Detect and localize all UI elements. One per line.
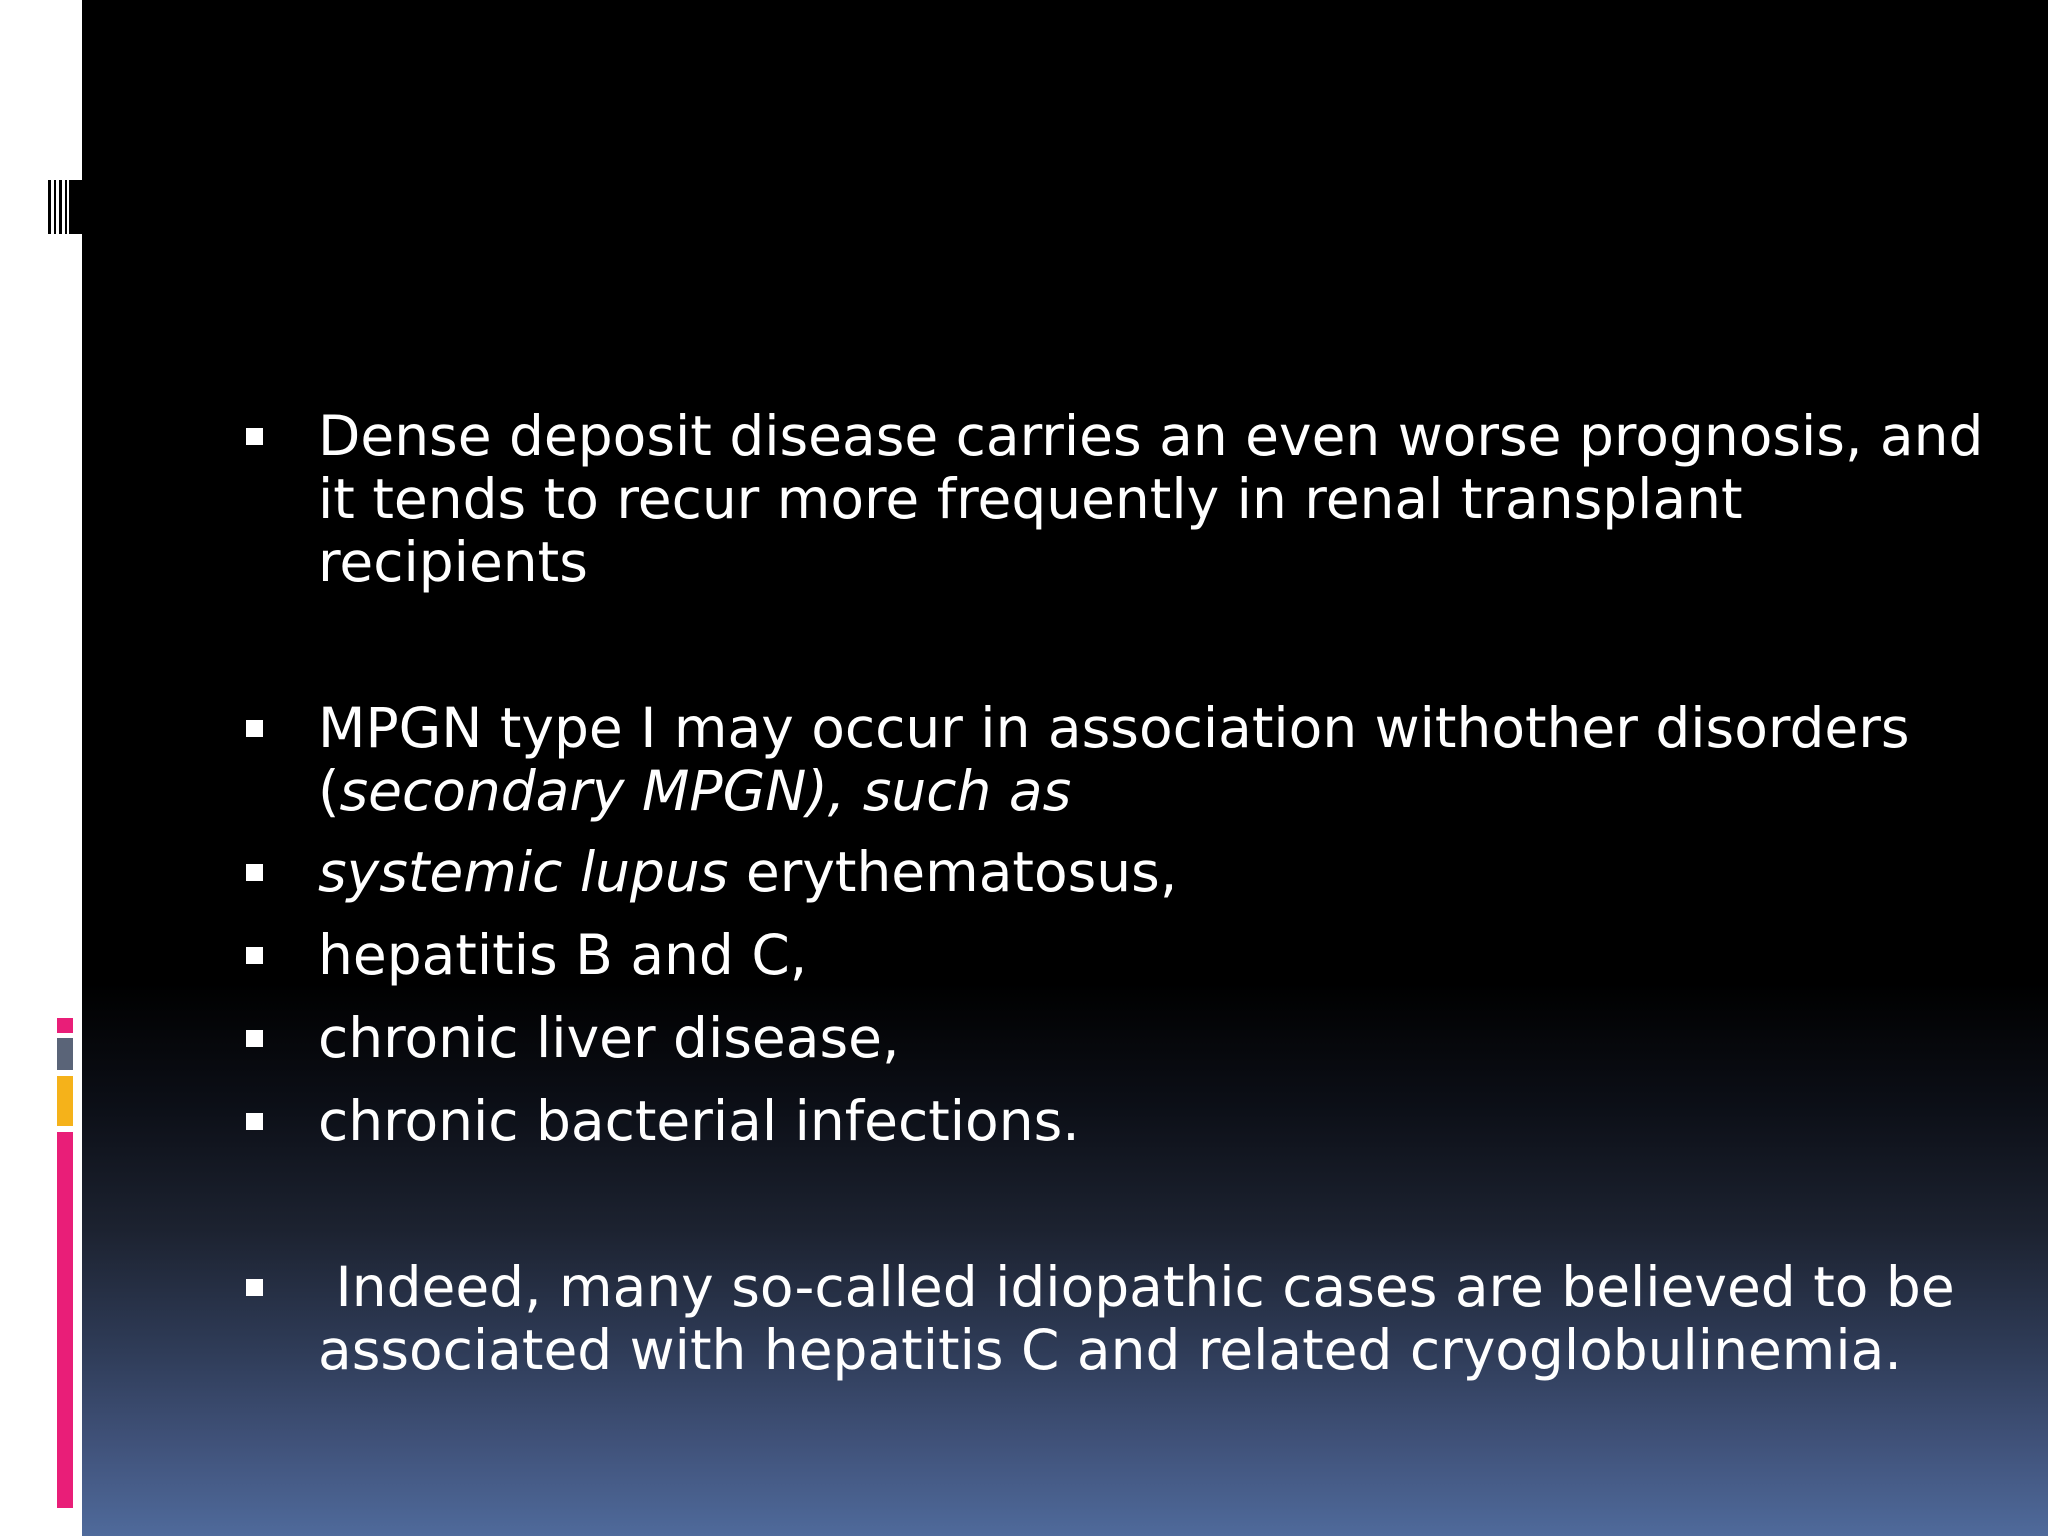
bullet-marker bbox=[246, 1113, 263, 1130]
bullet-text bbox=[318, 841, 1998, 904]
bullet-text-italic: systemic lupus bbox=[318, 840, 729, 904]
bullet-text: chronic bacterial infections. bbox=[318, 1089, 1080, 1153]
bullet-marker bbox=[246, 428, 263, 445]
bullet-marker bbox=[246, 1279, 263, 1296]
bullet-text-italic: secondary MPGN), such as bbox=[339, 759, 1072, 823]
bullet-text-plain: erythematosus, bbox=[728, 840, 1178, 904]
bullet-text: Indeed, many so-called idiopathic cases are believed to be associated with hepatitis C and related cryoglobulinemia. bbox=[318, 1255, 1973, 1382]
bullet-marker bbox=[246, 1030, 263, 1047]
bullet-marker bbox=[246, 720, 263, 737]
bullet-text bbox=[318, 697, 1998, 823]
bullet-marker bbox=[246, 947, 263, 964]
bullet-marker bbox=[246, 864, 263, 881]
bullet-text: hepatitis B and C, bbox=[318, 923, 808, 987]
bullet-text: chronic liver disease, bbox=[318, 1006, 900, 1070]
bullet-text-plain: MPGN type I may occur in association withother disorders ( bbox=[318, 696, 1910, 823]
bullet-text: Dense deposit disease carries an even worse prognosis, and it tends to recur more frequently in renal transplant recipients bbox=[318, 404, 1984, 594]
